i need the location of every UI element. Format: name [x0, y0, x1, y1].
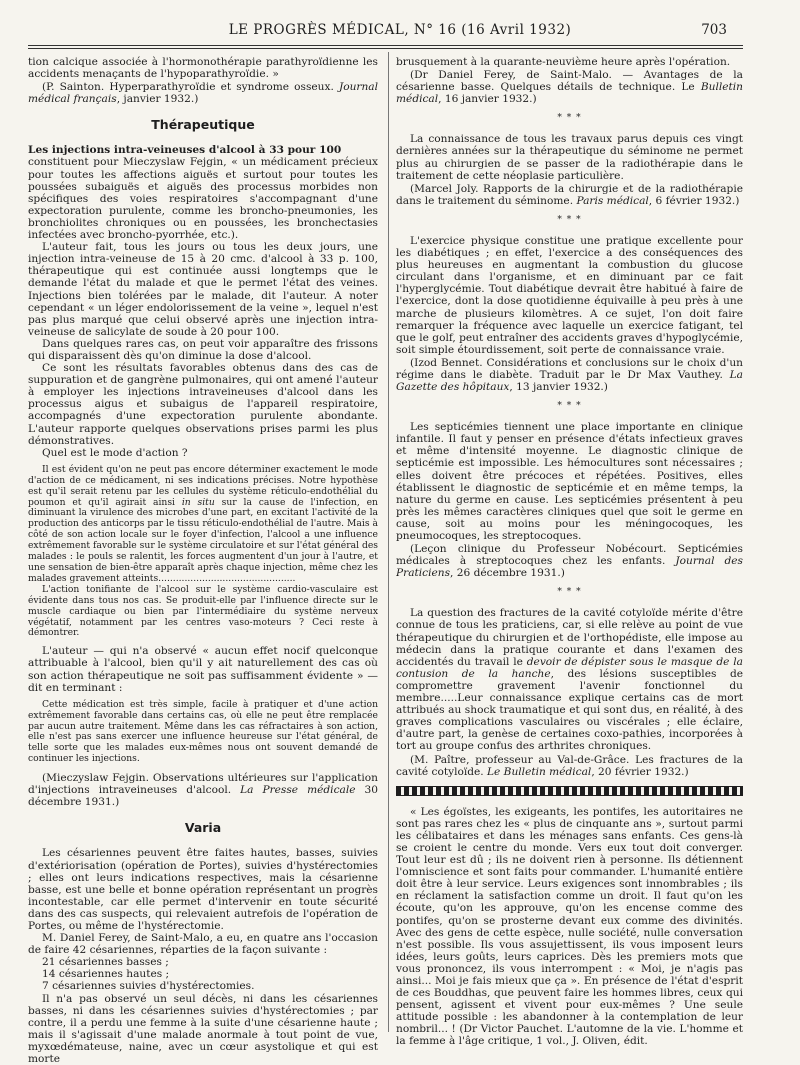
paragraph: L'exercice physique constitue une pratique excellente pour les diabétiques ; en effet, l'exercice a des conséquences des plus heureuses en augmentant la combustion du glucose circulant dans l'organisme, et en diminuant par ce fait l'hyperglycémie. Tout diabétique devrait être habitué à faire de l'exercice, dont la dose quotidienne équivaille à peu près à une marche de plusieurs kilomètres. A ce sujet, l'on doit faire remarquer la fréquence avec laquelle un exercice fatigant, tel que le golf, peut entraîner des accidents graves d'hypoglycémie, soit simple étourdissement, soit perte de connaissance vraie. [396, 234, 743, 356]
quotation: Cette médication est très simple, facile à pratiquer et d'une action extrêmement favorable dans certains cas, où elle ne peut être remplacée par aucun autre traitement. Même dans les cas réfractaires à son action, elle n'est pas sans exercer une influence heureuse sur l'état général, de telle sorte que les malades eux-mêmes nous ont souvent demandé de continuer les injections. [28, 698, 378, 765]
list-item: 14 césariennes hautes ; [42, 968, 170, 981]
reference: (Izod Bennet. Considérations et conclusions sur le choix d'un régime dans le diabète. Traduit par le Dr Max Vauthey. La Gazette des hôpitaux, 13 janvier 1932.) [396, 356, 743, 394]
quotation: Il est évident qu'on ne peut pas encore déterminer exactement le mode d'action de ce médicament, ni ses indications précises. Notre hypothèse est qu'il serait retenu par les cellules du système réticulo-endothélial du poumon et qu'il agirait ainsi in situ sur la cause de l'infection, en diminuant la virulence des microbes d'une part, en excitant l'activité de la production des anticorps par le tissu réticulo-endothélial de l'autre. Mais à côté de son action locale sur le foyer d'infection, l'alcool a une influence extrêmement favorable sur le système circulatoire et sur l'état général des malades : le pouls se ralentit, les forces augmentent d'un jour à l'autre, et une sensation de bien-être apparaît après chaque injection, même chez les malades gravement atteints............................................... [28, 463, 378, 584]
section-separator-stars: * * * [557, 113, 582, 124]
section-title-therapeutique: Thérapeutique [151, 117, 255, 133]
section-separator-stars: * * * [557, 401, 582, 412]
reference: (Dr Daniel Ferey, de Saint-Malo. — Avantages de la césarienne basse. Quelques détails de technique. Le Bulletin médical, 16 janvier 1932.) [396, 69, 743, 106]
paragraph: tion calcique associée à l'hormonothérapie parathyroïdienne les accidents menaçants de l'hypoparathyroïdie. » [28, 56, 378, 81]
quotation: L'action tonifiante de l'alcool sur le système cardio-vasculaire est évidente dans tous nos cas. Se produit-elle par l'influence directe sur le muscle cardiaque ou bien par l'intermédiaire du système nerveux végétatif, notamment par les centres vaso-moteurs ? Ceci reste à démontrer. [28, 583, 378, 639]
paragraph: La connaissance de tous les travaux parus depuis ces vingt dernières années sur la thérapeutique du séminome ne permet plus au chirurgien de se passer de la radiothérapie dans le traitement de cette néoplasie particulière. [396, 133, 743, 182]
article-heading: Les injections intra-veineuses d'alcool à 33 pour 100 [28, 144, 342, 157]
paragraph: brusquement à la quarante-neuvième heure après l'opération. [396, 56, 731, 68]
column-divider [388, 52, 389, 1032]
paragraph: « Les égoïstes, les exigeants, les pontifes, les autoritaires ne sont pas rares chez les « plus de cinquante ans », surtout parmi les célibataires et dans les ménages sans enfants. Ces gens-là se croient le centre du monde. Vers eux tout doit converger. Tout leur est dû ; ils ne doivent rien à personne. Ils détiennent l'omniscience et sont faits pour commander. L'humanité entière doit être à leur service. Leurs exigences sont innombrables ; ils en réclament la satisfaction comme un droit. Il faut qu'on les écoute, qu'on les approuve, qu'on les encense comme des pontifes, qu'on se prosterne devant eux comme des divinités. Avec des gens de cette espèce, nulle société, nulle conversation n'est possible. Ils vous assujettissent, ils vous imposent leurs idées, leurs goûts, leurs caprices. Dès les premiers mots que vous prononcez, ils vous interrompent : « Moi, je n'agis pas ainsi... Moi je fais mieux que ça ». En présence de l'état d'esprit de ces Bouddhas, que peuvent faire les hommes libres, ceux qui pensent, agissent et vivent pour eux-mêmes ? Une seule attitude possible : les abandonner à la contemplation de leur nombril... ! (Dr Victor Pauchet. L'automne de la vie. L'homme et la femme à l'âge critique, 1 vol., J. Oliven, édit. [396, 805, 743, 1048]
section-separator-stars: * * * [557, 587, 582, 598]
header-rule [28, 45, 743, 46]
running-header [0, 22, 800, 42]
paragraph: Dans quelques rares cas, on peut voir apparaître des frissons qui disparaissent dès qu'on diminue la dose d'alcool. [28, 337, 378, 362]
list-item: 21 césariennes basses ; [42, 956, 169, 969]
section-separator-stars: * * * [557, 214, 582, 225]
page-number: 703 [701, 22, 727, 38]
section-title-varia: Varia [184, 820, 222, 836]
reference: (Mieczyslaw Fejgin. Observations ultérieures sur l'application d'injections intraveineuses d'alcool. La Presse médicale 30 décembre 1931.) [28, 772, 378, 809]
reference: (M. Paître, professeur au Val-de-Grâce. Les fractures de la cavité cotyloïde. Le Bulletin médical, 20 février 1932.) [396, 753, 743, 778]
reference: (P. Sainton. Hyperparathyroïdie et syndrome osseux. Journal médical français, janvier 1932.) [28, 81, 378, 106]
paragraph: Les césariennes peuvent être faites hautes, basses, suivies d'extériorisation (opération de Portes), suivies d'hystérectomies ; elles ont leurs indications respectives, mais la césarienne basse, est une belle et bonne opération représentant un progrès incontestable, car elle permet d'intervenir en toute sécurité dans des cas suspects, qui relevaient autrefois de l'opération de Portes, ou même de l'hystérectomie. [28, 847, 378, 932]
paragraph: M. Daniel Ferey, de Saint-Malo, a eu, en quatre ans l'occasion de faire 42 césariennes, réparties de la façon suivante : [28, 932, 378, 957]
right-column [396, 56, 743, 1048]
left-column [28, 56, 378, 1065]
header-rule-secondary [28, 48, 743, 49]
reference: (Leçon clinique du Professeur Nobécourt. Septicémies médicales à streptocoques chez les enfants. Journal des Praticiens, 26 décembre 1931.) [396, 543, 743, 580]
journal-title: LE PROGRÈS MÉDICAL, N° 16 (16 Avril 1932) [228, 22, 572, 38]
paragraph: constituent pour Mieczyslaw Fejgin, « un médicament précieux pour toutes les affections aiguës et surtout pour toutes les poussées subaiguës et aiguës des processus morbides non spécifiques des voies respiratoires s'accompagnant d'une expectoration purulente, comme les broncho-pneumonies, les bronchiolites chroniques ou en poussées, les bronchectasies infectées avec broncho-pyorrhée, etc.). [28, 156, 378, 242]
list-item: 7 césariennes suivies d'hystérectomies. [42, 980, 255, 993]
paragraph: Quel est le mode d'action ? [42, 446, 188, 459]
paragraph: L'auteur — qui n'a observé « aucun effet nocif quelconque attribuable à l'alcool, bien qu'il y ait naturellement des cas où son action thérapeutique ne soit pas suffisamment évidente » — dit en terminant : [28, 645, 378, 694]
decorative-border [396, 786, 743, 796]
reference: (Marcel Joly. Rapports de la chirurgie et de la radiothérapie dans le traitement du séminome. Paris médical, 6 février 1932.) [396, 182, 743, 207]
paragraph: L'auteur fait, tous les jours ou tous les deux jours, une injection intra-veineuse de 15 à 20 cmc. d'alcool à 33 p. 100, thérapeutique qui est continuée aussi longtemps que le demande l'état du malade et que le permet l'état des veines. Injections bien tolérées par le malade, dit l'auteur. A noter cependant « un léger endolorissement de la veine », lequel n'est pas plus marqué que celui observé après une injection intra-veineuse de salicylate de soude à 20 pour 100. [28, 241, 378, 338]
paragraph: Ce sont les résultats favorables obtenus dans des cas de suppuration et de gangrène pulmonaires, qui ont amené l'auteur à employer les injections intraveineuses d'alcool dans les processus aigus et subaigus de l'appareil respiratoire, accompagnés d'une expectoration purulente abondante. L'auteur rapporte quelques observations prises parmi les plus démonstratives. [28, 362, 378, 447]
paragraph: La question des fractures de la cavité cotyloïde mérite d'être connue de tous les praticiens, car, si elle relève au point de vue thérapeutique du chirurgien et de l'orthopédiste, elle impose au médecin dans la pratique courante et dans l'examen des accidentés du travail le devoir de dépister sous le masque de la contusion de la hanche, des lésions susceptibles de compromettre gravement l'avenir fonctionnel du membre.....Leur connaissance explique certains cas de mort attribués au shock traumatique et qui sont dus, en réalité, à des graves complications vasculaires ou viscérales ; elle éclaire, d'autre part, la genèse de certaines coxo-pathies, incorporées à tort au groupe confus des arthrites chroniques. [396, 607, 743, 753]
paragraph: Il n'a pas observé un seul décès, ni dans les césariennes basses, ni dans les césariennes suivies d'hystérectomies ; par contre, il a perdu une femme à la suite d'une césarienne haute ; mais il s'agissait d'une malade anormale à tout point de vue, myxœdémateuse, naine, avec un cœur asystolique et qui est morte [28, 992, 378, 1065]
paragraph: Les septicémies tiennent une place importante en clinique infantile. Il faut y penser en présence d'états infectieux graves et même d'intensité moyenne. Le diagnostic clinique de septicémie est impossible. Les hémocultures sont nécessaires ; elles doivent être précoces et répétées. Positives, elles établissent le diagnostic de septicémie et en même temps, la nature du germe en cause. Les septicémies présentent à peu près les mêmes caractères cliniques quel que soit le germe en cause, soit au moins pour les méningocoques, les pneumocoques, les streptocoques. [396, 421, 743, 542]
